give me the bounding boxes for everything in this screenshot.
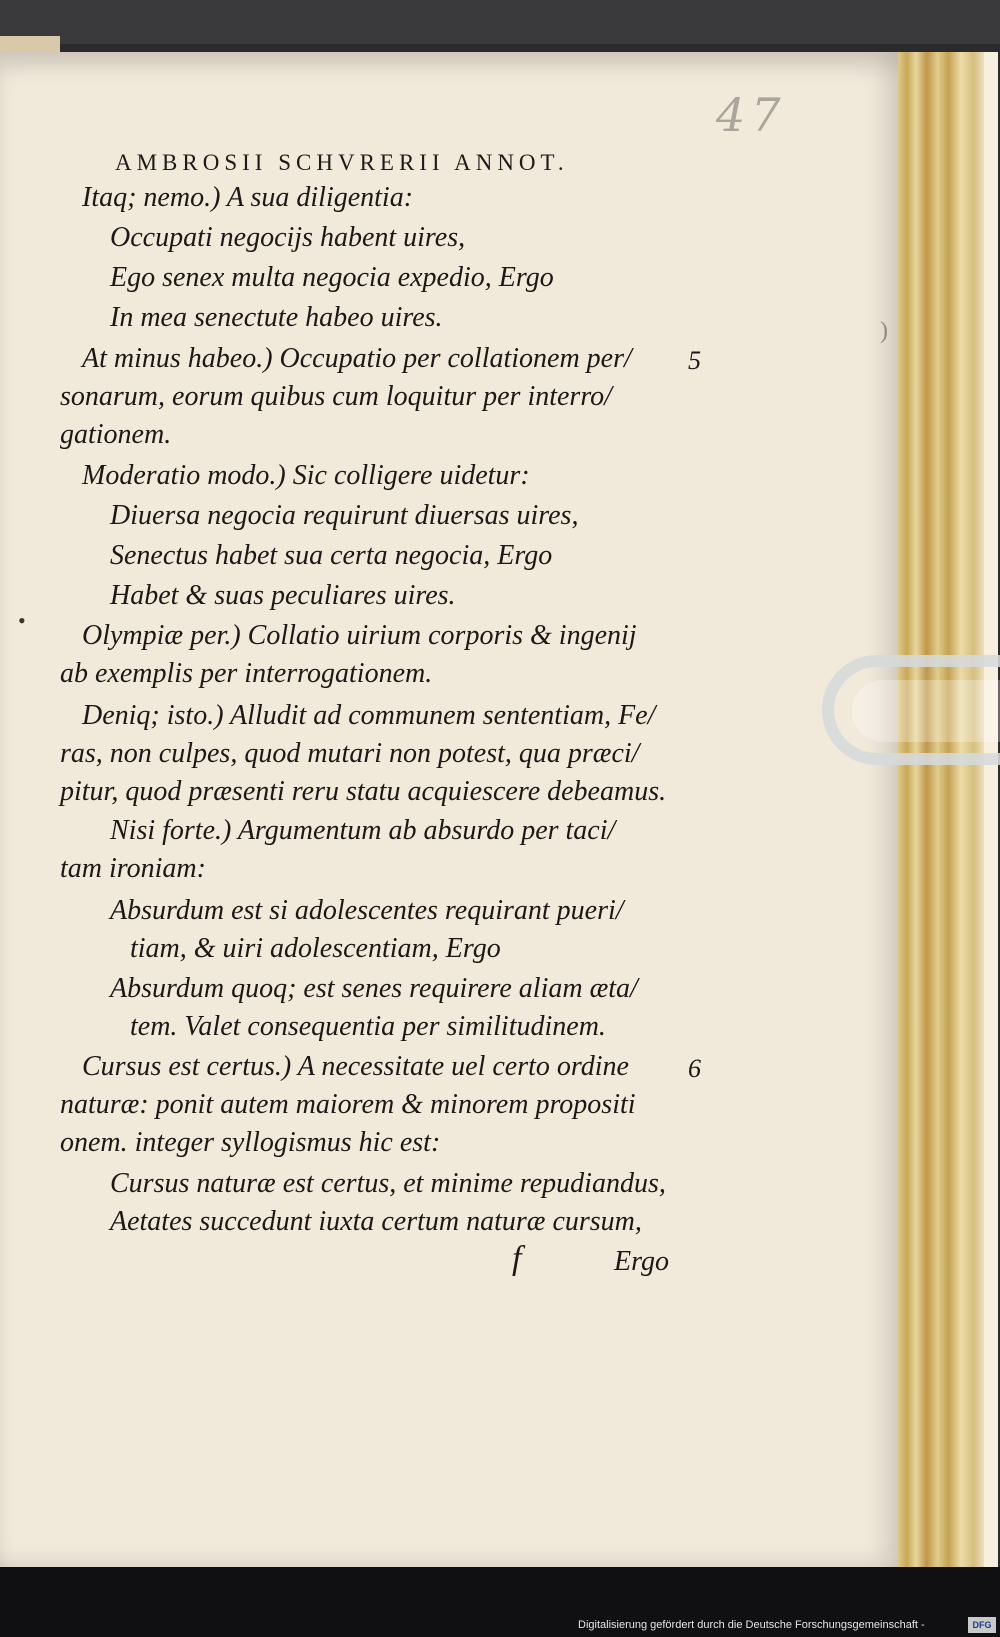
running-head: AMBROSII SCHVRERII ANNOT. xyxy=(115,150,569,175)
text-line: Cursus est certus.) A necessitate uel certo ordine xyxy=(82,1051,629,1082)
text-line: Habet & suas peculiares uires. xyxy=(110,580,456,611)
text-line: sonarum, eorum quibus cum loquitur per interro/ xyxy=(60,381,612,412)
text-line: Cursus naturæ est certus, et minime repudiandus, xyxy=(110,1168,666,1199)
dfg-logo: DFG xyxy=(968,1617,996,1633)
text-line: Aetates succedunt iuxta certum naturæ cursum, xyxy=(110,1206,642,1237)
page-stack-edge xyxy=(984,52,998,1567)
text-line: Absurdum est si adolescentes requirant pueri/ xyxy=(110,895,624,926)
text-line: ras, non culpes, quod mutari non potest, qua præci/ xyxy=(60,738,640,769)
text-line: tiam, & uiri adolescentiam, Ergo xyxy=(130,933,501,964)
text-line: At minus habeo.) Occupatio per collationem per/ xyxy=(82,343,632,374)
text-line: Deniq; isto.) Alludit ad communem sententiam, Fe/ xyxy=(82,700,656,731)
text-line: Senectus habet sua certa negocia, Ergo xyxy=(110,540,553,571)
text-line: onem. integer syllogismus hic est: xyxy=(60,1127,441,1158)
text-line: pitur, quod præsenti reru statu acquiescere debeamus. xyxy=(60,776,667,807)
margin-dot: • xyxy=(18,608,26,633)
text-line: ab exemplis per interrogationem. xyxy=(60,658,433,689)
text-line: naturæ: ponit autem maiorem & minorem propositi xyxy=(60,1089,636,1120)
bookmark-clip-inner xyxy=(852,680,1000,742)
margin-number: 5 xyxy=(688,346,701,375)
text-line: Nisi forte.) Argumentum ab absurdo per taci/ xyxy=(110,815,616,846)
text-line: tam ironiam: xyxy=(60,853,206,884)
margin-number: 6 xyxy=(688,1054,701,1083)
scanner-top-edge xyxy=(0,0,1000,44)
text-line: tem. Valet consequentia per similitudinem. xyxy=(130,1011,606,1042)
handwritten-folio-number: 47 xyxy=(716,88,787,142)
text-line: In mea senectute habeo uires. xyxy=(110,302,443,333)
edge-mark: ) xyxy=(880,318,888,344)
text-line: Ego senex multa negocia expedio, Ergo xyxy=(110,262,554,293)
text-line: Occupati negocijs habent uires, xyxy=(110,222,466,253)
text-line: Itaq; nemo.) A sua diligentia: xyxy=(82,182,414,213)
text-line: Moderatio modo.) Sic colligere uidetur: xyxy=(82,460,530,491)
signature-mark: f xyxy=(512,1240,522,1277)
text-line: Diuersa negocia requirunt diuersas uires, xyxy=(110,500,579,531)
funding-credit: Digitalisierung gefördert durch die Deutsche Forschungsgemeinschaft - xyxy=(578,1619,925,1631)
text-line: Absurdum quoq; est senes requirere aliam æta/ xyxy=(110,973,638,1004)
catchword: Ergo xyxy=(614,1246,669,1277)
gilt-page-edges xyxy=(898,52,988,1567)
text-line: gationem. xyxy=(60,419,172,450)
text-line: Olympiæ per.) Collatio uirium corporis & ingenij xyxy=(82,620,637,651)
